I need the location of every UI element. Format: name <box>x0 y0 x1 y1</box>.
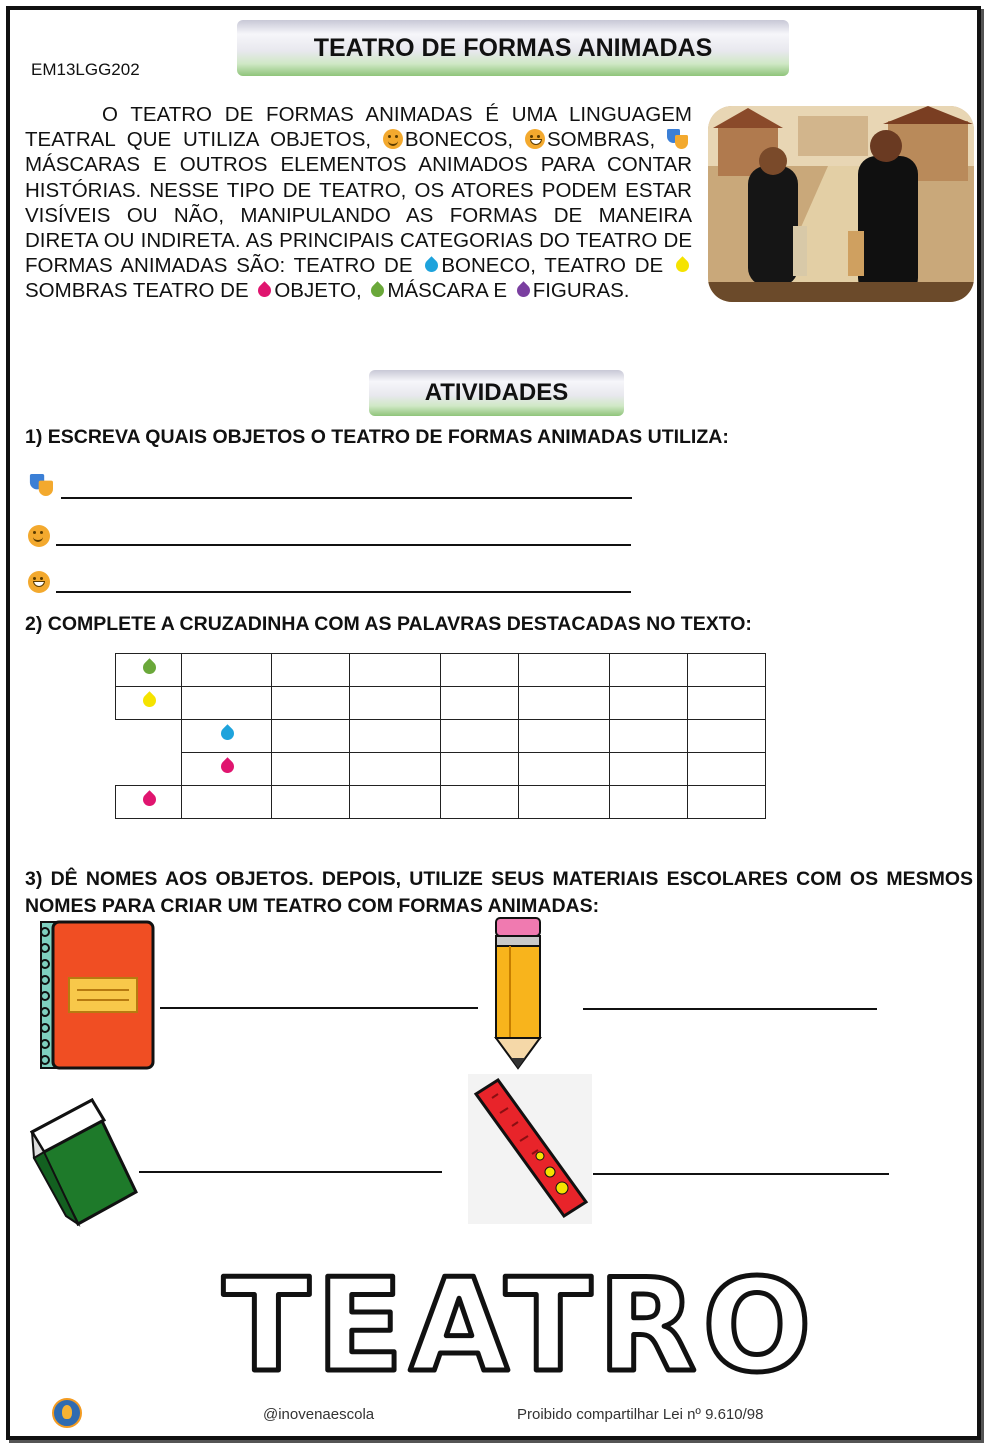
crossword-cell[interactable] <box>610 687 688 720</box>
smile-emoji-icon <box>28 525 50 547</box>
crossword-cell[interactable] <box>519 654 610 687</box>
theater-masks-icon <box>30 474 54 496</box>
ruler-icon <box>468 1074 592 1224</box>
crossword-row <box>116 753 766 786</box>
teatro-word: TEATRO <box>222 1262 818 1392</box>
page-title-text: TEATRO DE FORMAS ANIMADAS <box>313 33 713 62</box>
smile-emoji-icon <box>383 129 403 149</box>
crossword-grid <box>115 653 766 819</box>
pink-drop-icon <box>140 790 158 808</box>
answer-line-2[interactable] <box>56 544 631 546</box>
theater-masks-icon <box>667 129 689 149</box>
crossword-cell[interactable] <box>688 720 766 753</box>
answer-line-pencil[interactable] <box>583 1008 877 1010</box>
footer-copyright: Proibido compartilhar Lei nº 9.610/98 <box>517 1406 764 1423</box>
crossword-cell[interactable] <box>441 786 519 819</box>
grin-emoji-icon <box>525 129 545 149</box>
crossword-cell[interactable] <box>350 687 441 720</box>
crossword-clue-cell <box>116 786 182 819</box>
intro-bonecos: BONECOS, <box>404 128 525 152</box>
crossword-cell[interactable] <box>688 753 766 786</box>
intro-mascara: MÁSCARA E <box>387 279 513 303</box>
crossword-cell[interactable] <box>182 786 272 819</box>
crossword-clue-cell <box>116 654 182 687</box>
crossword-cell[interactable] <box>610 654 688 687</box>
blue-drop-icon <box>218 724 236 742</box>
intro-objeto: OBJETO, <box>274 279 368 303</box>
crossword-row <box>116 720 766 753</box>
grin-emoji-icon <box>28 571 50 593</box>
lightbulb-logo-icon <box>52 1398 82 1428</box>
question-2: 2) COMPLETE A CRUZADINHA COM AS PALAVRAS DESTACADAS NO TEXTO: <box>25 613 752 635</box>
answer-line-eraser[interactable] <box>139 1171 442 1173</box>
crossword-cell[interactable] <box>519 786 610 819</box>
crossword-clue-cell <box>182 720 272 753</box>
footer-handle: @inovenaescola <box>263 1406 375 1423</box>
yellow-drop-icon <box>673 257 691 275</box>
bncc-code: EM13LGG202 <box>31 60 140 79</box>
crossword-cell[interactable] <box>350 720 441 753</box>
crossword-cell[interactable] <box>350 654 441 687</box>
crossword-row <box>116 687 766 720</box>
pencil-icon <box>494 916 542 1070</box>
activities-title <box>369 370 624 416</box>
crossword-cell[interactable] <box>272 753 350 786</box>
crossword-empty <box>116 720 182 753</box>
intro-part2: MÁSCARAS E OUTROS ELEMENTOS ANIMADOS PARA CONTAR HISTÓRIAS. NESSE TIPO DE TEATRO, OS ATORES PODEM ESTAR VISÍVEIS OU NÃO, MANIPULANDO AS FORMAS DE MANEIRA DIRETA OU INDIRETA. AS PRINCIPAIS CATEGORIAS DO TEATRO DE FORMAS ANIMADAS SÃO: TEATRO DE <box>25 153 692 278</box>
answer-line-3[interactable] <box>56 591 631 593</box>
crossword-cell[interactable] <box>441 687 519 720</box>
crossword-cell[interactable] <box>272 654 350 687</box>
crossword-clue-cell <box>182 753 272 786</box>
crossword-cell[interactable] <box>350 786 441 819</box>
intro-part1: O TEATRO DE FORMAS ANIMADAS É UMA LINGUAGEM TEATRAL QUE UTILIZA OBJETOS, <box>25 103 692 152</box>
crossword-cell[interactable] <box>272 786 350 819</box>
green-drop-icon <box>369 282 387 300</box>
crossword-row <box>116 786 766 819</box>
crossword-cell[interactable] <box>350 753 441 786</box>
crossword-clue-cell <box>116 687 182 720</box>
intro-figuras: FIGURAS. <box>532 279 630 303</box>
intro-sombras: SOMBRAS, <box>546 128 667 152</box>
crossword-cell[interactable] <box>272 687 350 720</box>
crossword-cell[interactable] <box>688 687 766 720</box>
eraser-icon <box>26 1088 142 1228</box>
crossword-cell[interactable] <box>688 786 766 819</box>
crossword-cell[interactable] <box>610 720 688 753</box>
puppet-theater-photo <box>708 106 974 302</box>
crossword-cell[interactable] <box>688 654 766 687</box>
crossword-cell[interactable] <box>182 687 272 720</box>
crossword-cell[interactable] <box>519 720 610 753</box>
green-drop-icon <box>140 658 158 676</box>
intro-sombras2: SOMBRAS TEATRO DE <box>25 279 255 303</box>
crossword-cell[interactable] <box>441 654 519 687</box>
crossword-cell[interactable] <box>610 753 688 786</box>
crossword-empty <box>116 753 182 786</box>
crossword-cell[interactable] <box>441 720 519 753</box>
crossword-cell[interactable] <box>441 753 519 786</box>
teatro-bubble-letters <box>200 1262 840 1392</box>
answer-line-1[interactable] <box>61 497 632 499</box>
yellow-drop-icon <box>140 691 158 709</box>
crossword-cell[interactable] <box>519 753 610 786</box>
question-1: 1) ESCREVA QUAIS OBJETOS O TEATRO DE FORMAS ANIMADAS UTILIZA: <box>25 426 729 448</box>
blue-drop-icon <box>423 257 441 275</box>
page-title <box>237 20 789 76</box>
pink-drop-icon <box>218 757 236 775</box>
crossword-cell[interactable] <box>610 786 688 819</box>
activities-title-text: ATIVIDADES <box>424 379 569 406</box>
intro-text <box>25 102 692 304</box>
purple-drop-icon <box>514 282 532 300</box>
answer-line-ruler[interactable] <box>593 1173 889 1175</box>
crossword-cell[interactable] <box>272 720 350 753</box>
crossword-cell[interactable] <box>182 654 272 687</box>
crossword-row <box>116 654 766 687</box>
answer-line-notebook[interactable] <box>160 1007 478 1009</box>
crossword-cell[interactable] <box>519 687 610 720</box>
question-3: 3) DÊ NOMES AOS OBJETOS. DEPOIS, UTILIZE SEUS MATERIAIS ESCOLARES COM OS MESMOS NOMES PARA CRIAR UM TEATRO COM FORMAS ANIMADAS: <box>25 868 973 917</box>
intro-boneco: BONECO, TEATRO DE <box>441 254 672 278</box>
notebook-icon <box>33 920 157 1072</box>
pink-drop-icon <box>256 282 274 300</box>
